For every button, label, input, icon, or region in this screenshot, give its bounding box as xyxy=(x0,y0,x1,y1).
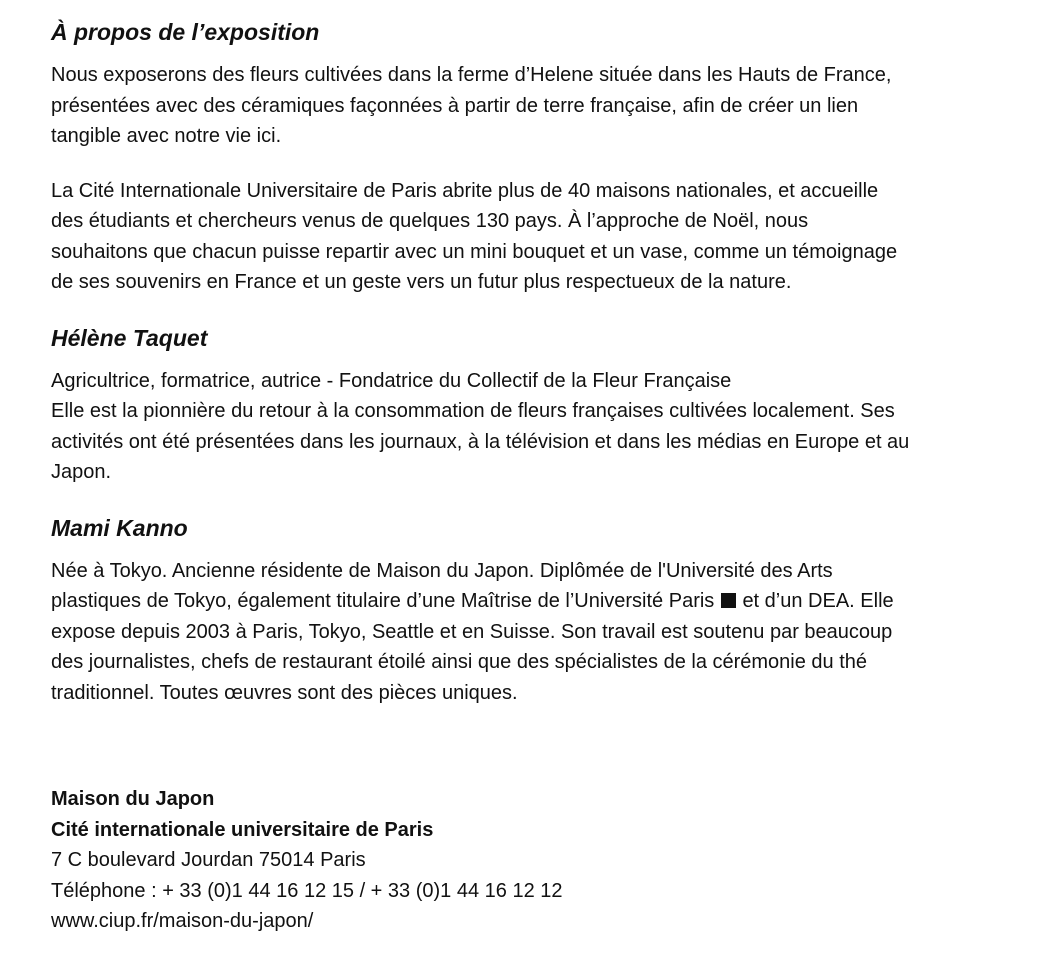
text-line: de ses souvenirs en France et un geste vers un futur plus respectueux de la nature. xyxy=(51,271,792,293)
text-line: expose depuis 2003 à Paris, Tokyo, Seattle et en Suisse. Son travail est soutenu par beaucoup xyxy=(51,620,893,643)
text-line: La Cité Internationale Universitaire de Paris abrite plus de 40 maisons nationales, et accueille xyxy=(51,179,879,202)
text-line: des étudiants et chercheurs venus de quelques 130 pays. À l’approche de Noël, nous xyxy=(51,210,809,232)
document-page xyxy=(51,16,1021,937)
text-segment: plastiques de Tokyo, également titulaire d’une Maîtrise de l’Université Paris xyxy=(51,590,715,612)
text-line: des journalistes, chefs de restaurant étoilé ainsi que des spécialistes de la cérémonie du thé xyxy=(51,651,868,673)
contact-address: 7 C boulevard Jourdan 75014 Paris xyxy=(51,849,366,871)
helene-heading: Hélène Taquet xyxy=(51,324,208,351)
exposition-paragraph-2 xyxy=(51,176,1021,298)
text-line: Japon. xyxy=(51,461,112,483)
text-line: tangible avec notre vie ici. xyxy=(51,125,282,147)
text-line xyxy=(51,586,1021,617)
exposition-paragraph-1 xyxy=(51,60,1021,152)
black-square-icon xyxy=(721,593,736,608)
text-line: Née à Tokyo. Ancienne résidente de Maison du Japon. Diplômée de l'Université des Arts xyxy=(51,559,833,582)
contact-name: Maison du Japon xyxy=(51,788,215,810)
helene-paragraph xyxy=(51,366,1021,488)
exposition-heading: À propos de l’exposition xyxy=(51,19,320,45)
contact-organization: Cité internationale universitaire de Paris xyxy=(51,818,434,841)
text-line: Nous exposerons des fleurs cultivées dans la ferme d’Helene située dans les Hauts de France, xyxy=(51,64,892,86)
mami-paragraph xyxy=(51,556,1021,709)
mami-heading: Mami Kanno xyxy=(51,514,188,541)
contact-block xyxy=(51,784,1021,937)
text-line: présentées avec des céramiques façonnées à partir de terre française, afin de créer un lien xyxy=(51,94,859,117)
text-segment: et d’un DEA. Elle xyxy=(742,590,894,612)
text-line: traditionnel. Toutes œuvres sont des pièces uniques. xyxy=(51,681,518,704)
contact-phone: Téléphone : + 33 (0)1 44 16 12 15 / + 33 (0)1 44 16 12 12 xyxy=(51,879,563,902)
contact-website-link[interactable]: www.ciup.fr/maison-du-japon/ xyxy=(51,910,314,932)
text-line: Elle est la pionnière du retour à la consommation de fleurs françaises cultivées localement. Ses xyxy=(51,400,895,422)
text-line: Agricultrice, formatrice, autrice - Fondatrice du Collectif de la Fleur Française xyxy=(51,369,732,392)
text-line: activités ont été présentées dans les journaux, à la télévision et dans les médias en Europe et au xyxy=(51,430,910,453)
text-line: souhaitons que chacun puisse repartir avec un mini bouquet et un vase, comme un témoignage xyxy=(51,240,898,263)
